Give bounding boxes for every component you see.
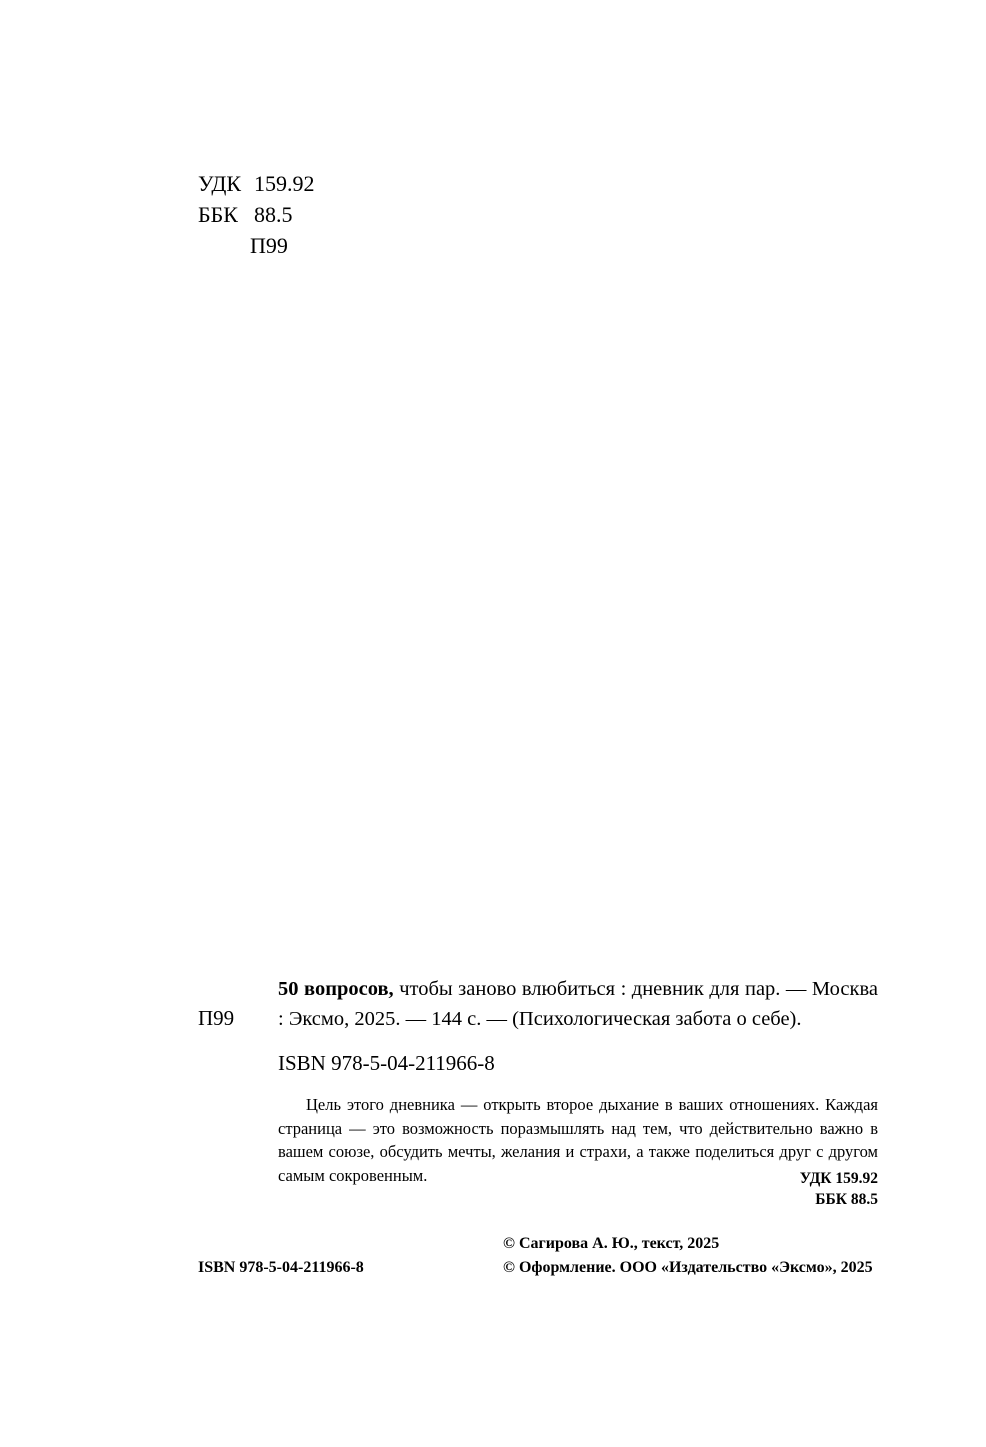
bbk-label: ББК	[198, 202, 238, 228]
annotation-text: Цель этого дневника — открыть второе дыхание в ваших отношениях. Каждая страница — это возможность поразмышлять над тем, что действительно важно в вашем союзе, обсудить мечты, желания и страхи, а также поделиться друг с другом самым сокровенным.	[278, 1095, 878, 1185]
biblio-title: 50 вопросов,	[278, 978, 394, 1000]
biblio-description	[278, 975, 878, 1034]
udk-value: 159.92	[254, 171, 315, 196]
bbk-row	[198, 199, 518, 230]
copyright-credits	[503, 1232, 878, 1280]
bbk-value: 88.5	[254, 202, 293, 228]
author-index: П99	[250, 233, 288, 259]
credit-publisher: © Оформление. ООО «Издательство «Эксмо», 2025	[503, 1259, 873, 1276]
bibliographic-record	[198, 975, 878, 1187]
bbk-repeat: ББК 88.5	[815, 1191, 878, 1209]
credit-author: © Сагирова А. Ю., текст, 2025	[503, 1235, 720, 1252]
author-index-row	[198, 230, 518, 261]
biblio-author-index: П99	[198, 1006, 235, 1030]
udk-label: УДК	[198, 171, 242, 196]
udk-repeat: УДК 159.92	[799, 1170, 878, 1187]
footer-isbn: ISBN 978-5-04-211966-8	[198, 1259, 364, 1276]
page-footer	[198, 1232, 878, 1280]
classification-repeat	[560, 1168, 878, 1211]
biblio-description-text: чтобы заново влюбиться : дневник для пар. — Москва : Эксмо, 2025. — 144 с. — (Психологическая забота о себе).	[278, 978, 878, 1030]
classification-block	[198, 168, 518, 262]
isbn-line: ISBN 978-5-04-211966-8	[278, 1051, 495, 1076]
udk-row	[198, 168, 518, 199]
